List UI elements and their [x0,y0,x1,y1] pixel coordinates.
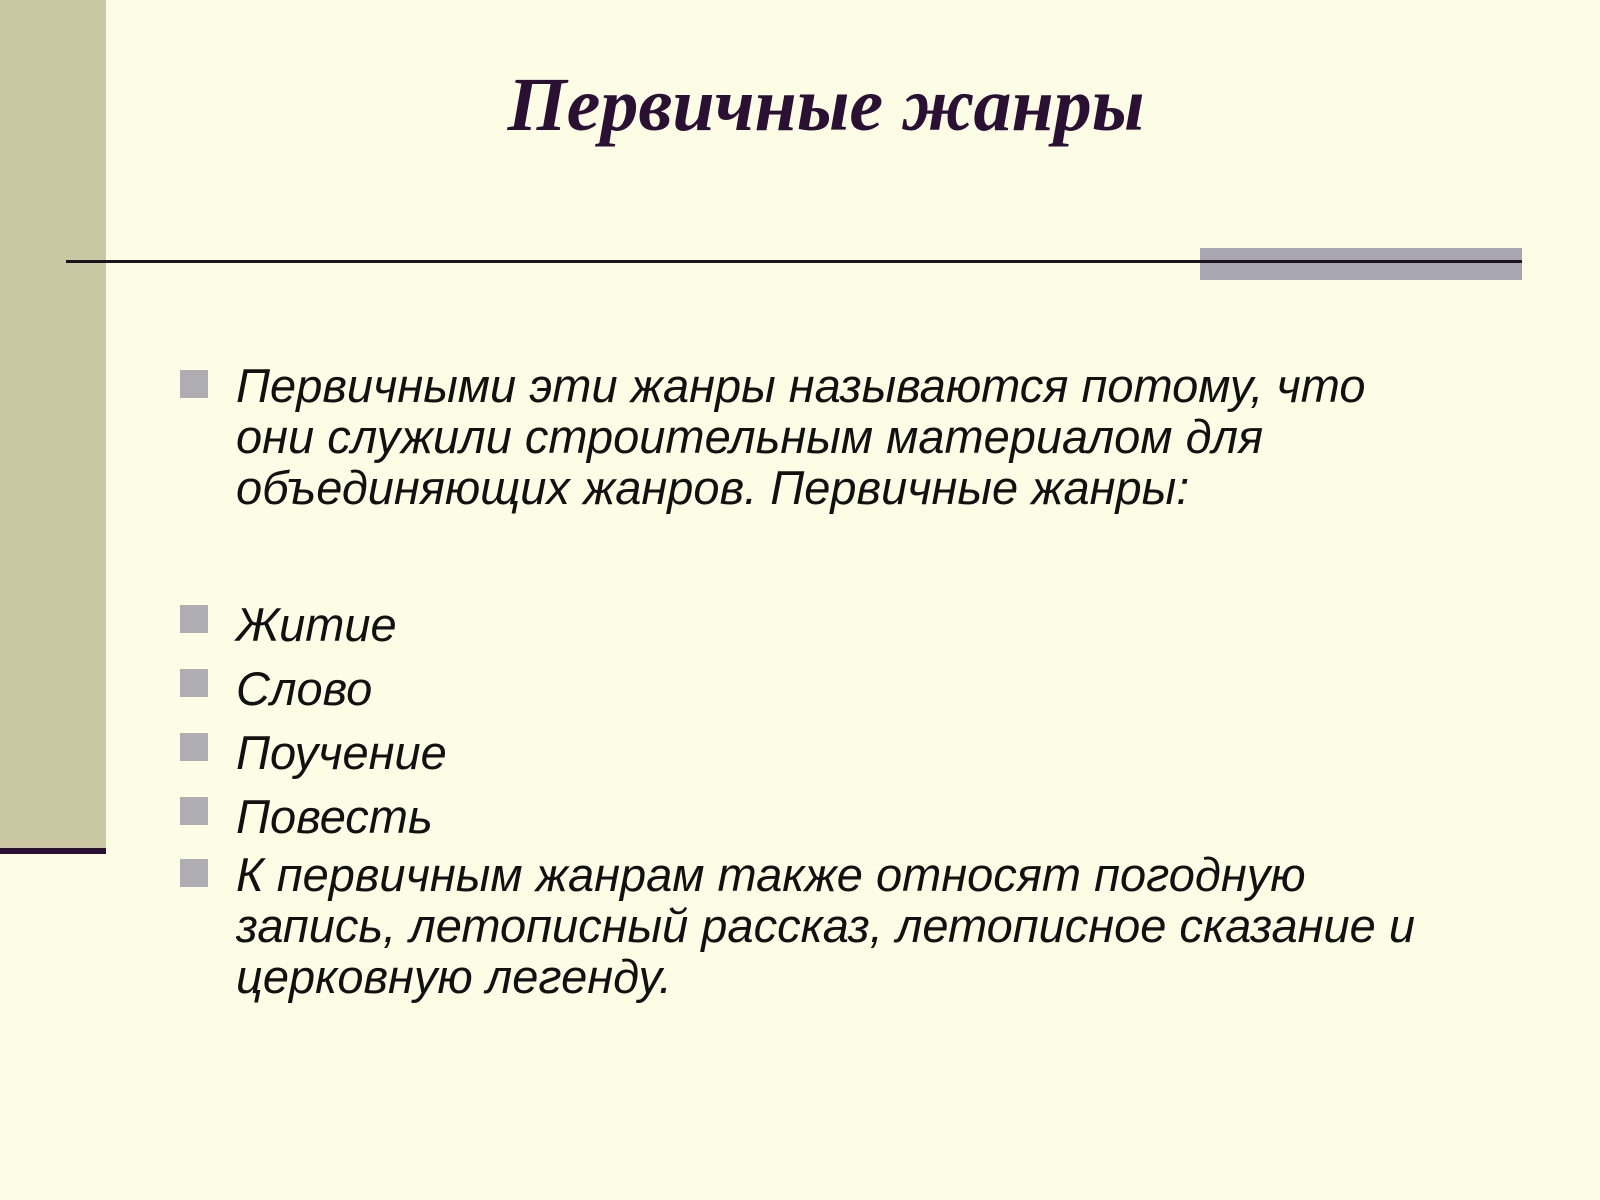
bullet-item-pouchenie [180,721,1480,785]
bullet-item-povest [180,785,1480,849]
side-band-edge [0,848,106,854]
square-bullet-icon [180,669,208,697]
square-bullet-icon [180,370,208,398]
bullet-text: Житие [236,598,397,651]
bullet-text: Поучение [236,726,447,779]
bullet-list [180,360,1480,1002]
square-bullet-icon [180,859,208,887]
bullet-item-zhitie [180,593,1480,657]
slide-title: Первичные жанры [507,63,1145,147]
square-bullet-icon [180,797,208,825]
bullet-item-closing [180,849,1476,1002]
bullet-text: К первичным жанрам также относят погодную запись, летописный рассказ, летописное сказание и церковную легенду. [236,848,1416,1003]
bullet-text: Повесть [236,790,433,843]
bullet-item-slovo [180,657,1480,721]
bullet-text: Слово [236,662,373,715]
title-rule-accent [1200,248,1522,280]
title-rule-overlay [1200,260,1522,263]
square-bullet-icon [180,733,208,761]
side-band [0,0,106,848]
bullet-text: Первичными эти жанры называются потому, что они служили строительным материалом для объединяющих жанров. Первичные жанры: [236,359,1366,514]
square-bullet-icon [180,605,208,633]
bullet-item-intro [180,360,1416,513]
spacer [180,513,1480,593]
